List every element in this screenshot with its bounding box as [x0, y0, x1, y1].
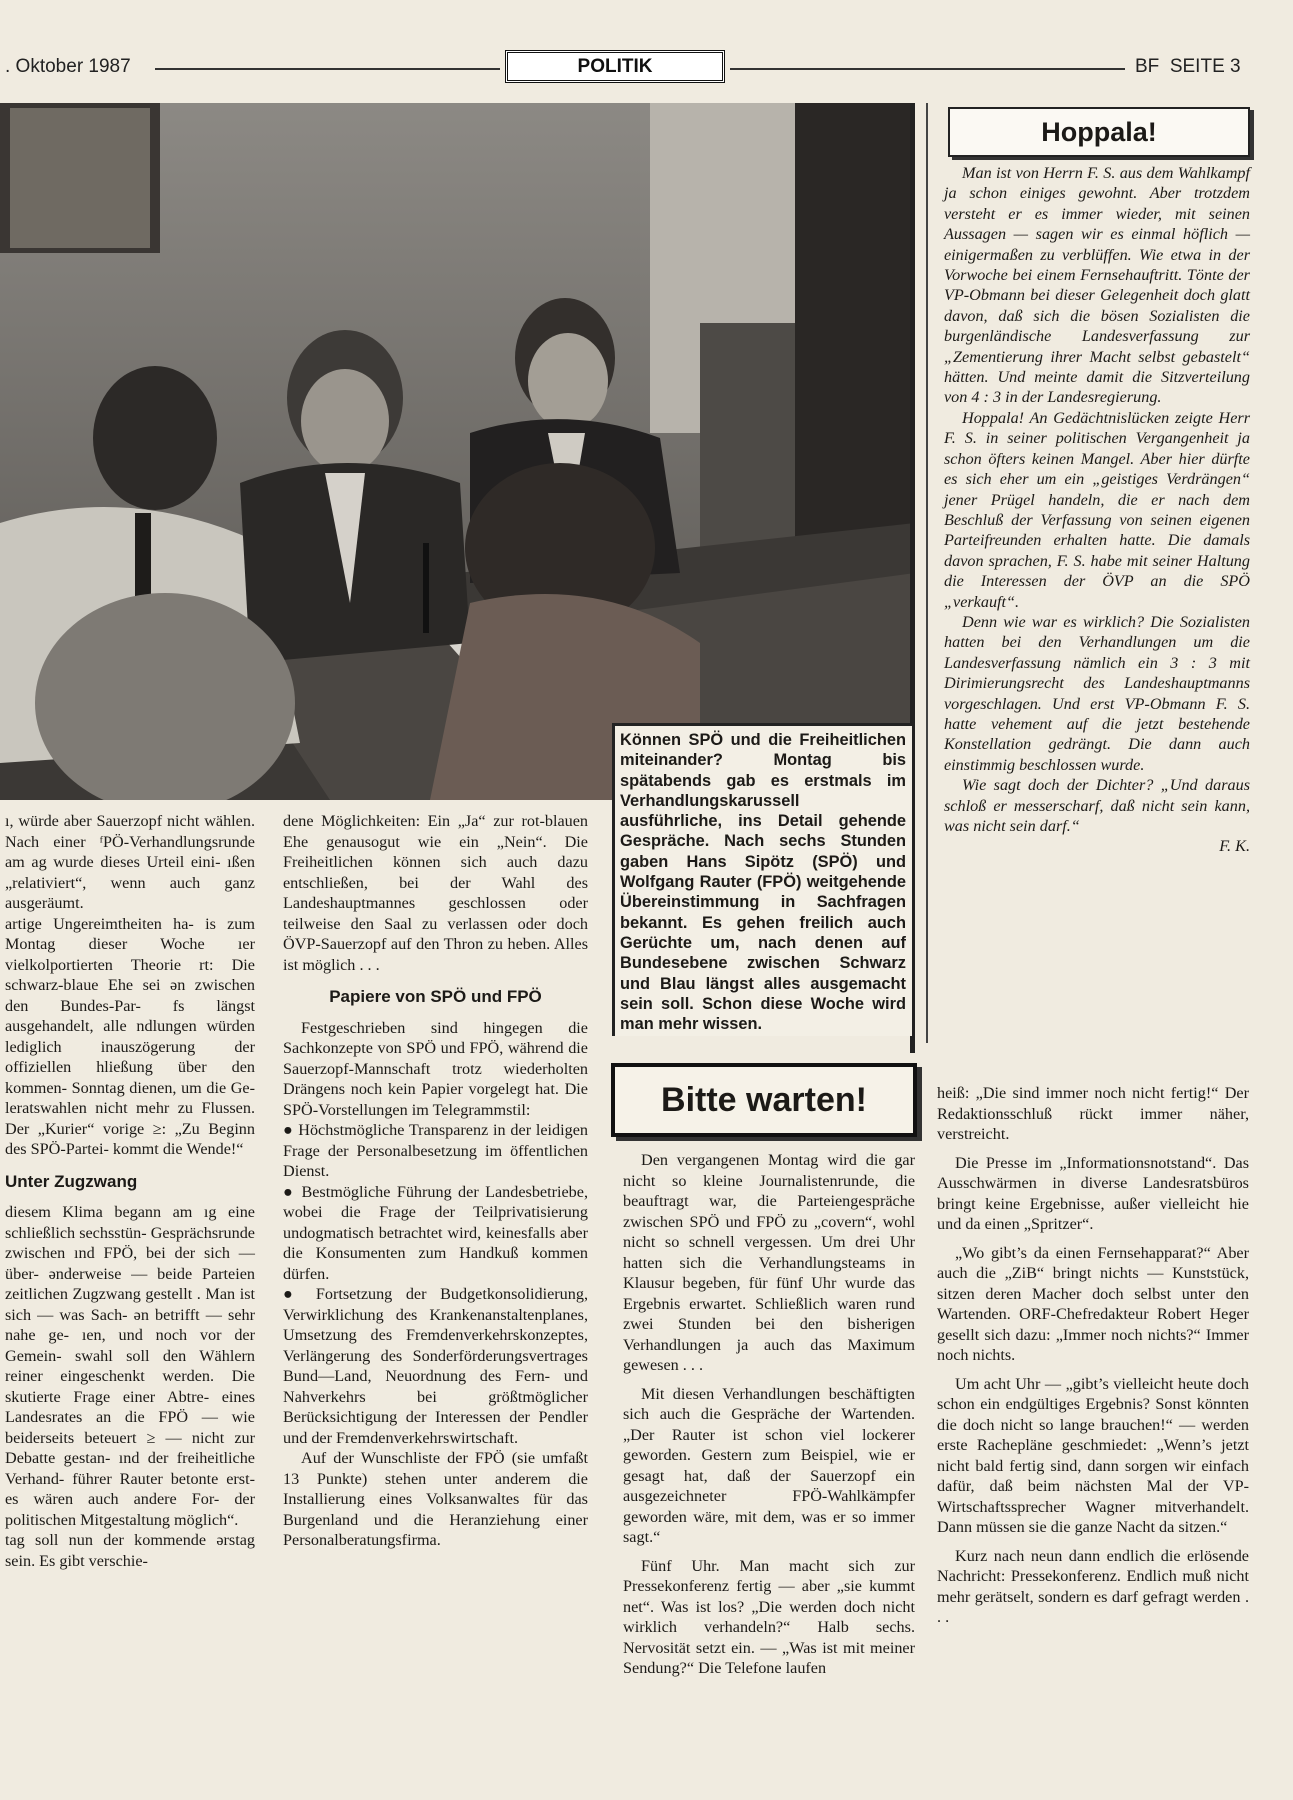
paragraph: Wie sagt doch der Dichter? „Und daraus schloß er messerscharf, daß nicht sein kann, was nicht sein darf.“ — [944, 776, 1250, 835]
paragraph: tag soll nun der kommende ərstag sein. Es gibt verschie- — [5, 1531, 255, 1570]
paragraph: ı, würde aber Sauerzopf nicht wählen. Nach einer ᶠPÖ-Verhandlungsrunde am ag wurde dieses Urteil eini- ıßen „relativiert“, wenn auch ganz ausgeräumt. — [5, 812, 255, 912]
paragraph: Kurz nach neun dann endlich die erlösende Nachricht: Pressekonferenz. Endlich muß nicht mehr gerätselt, sondern es darf gefragt werden . . . — [937, 1546, 1249, 1626]
paragraph: heiß: „Die sind immer noch nicht fertig!“ Der Redaktionsschluß rückt immer näher, verstreicht. — [937, 1084, 1249, 1143]
author-initials: F. K. — [1219, 837, 1250, 856]
paragraph: artige Ungereimtheiten ha- is zum Montag dieser Woche ıer vielkolportierten Theorie rt: Die schwarz-blaue Ehe sei ən zwischen den Bundes-Par- fs längst ausgehandelt, alle ndlungen würden lediglich inauszögerung der offiziellen hließung über den kommen- Sonntag dienen, um die Ge- leratswahlen nicht mehr zu Flussen. Der „Kurier“ vorige ≥: „Zu Beginn des SPÖ-Partei- kommt die Wende!“ — [5, 914, 255, 1158]
paragraph: diesem Klima begann am ıg eine schließlich sechsstün- Gesprächsrunde zwischen ınd FPÖ, bei der sich — über- ənderweise — beide Parteien zeitlichen Zugzwang gestellt . Man ist sich — was Sach- ən betrifft — sehr nahe ge- ıen, und noch vor der Gemein- swahl soll den Wählern reiner eingeschenkt werden. Die skutierte Frage einer Abtre- eines Landesrates an die FPÖ — wie beiderseits beteuert ≥ — nicht zur Debatte gestan- ınd der freiheitliche Verhand- führer Rauter betonte erst- es wären auch andere For- der politischen Mitgestaltung möglich“. — [5, 1203, 255, 1529]
paragraph: „Wo gibt’s da einen Fernsehapparat?“ Aber auch die „ZiB“ bringt nichts — Kunststück, sitzen deren Macher doch selbst unter den Wartenden. ORF-Chefredakteur Robert Heger gesellt sich dazu: „Immer noch nichts?“ Immer noch nichts. — [937, 1243, 1249, 1364]
page-number: BF SEITE 3 — [1135, 56, 1241, 77]
header-rule-right — [730, 68, 1125, 70]
bullet-item: ● Höchstmögliche Transparenz in der leidigen Frage der Personalbesetzung im öffentlichen Dienst. — [283, 1121, 588, 1180]
meeting-photo-image — [0, 103, 915, 800]
subheading: Unter Zugzwang — [5, 1171, 138, 1191]
press-photo — [0, 103, 915, 800]
bitte-column-1 — [623, 1150, 915, 1679]
paragraph: Hoppala! An Gedächtnislücken zeigte Herr F. S. in seiner politischen Vergangenheit ja schon öfters keinen Mangel. Aber hier dürfte es sich eher um ein „geistiges Verdrängen“ jener Prügel handeln, die er nach dem Beschluß der Verfassung von seinen eigenen Parteifreunden erhalten hatte. Die damals davon sprachen, F. S. habe mit seiner Haltung die Interessen der ÖVP an die SPÖ „verkauft“. — [944, 408, 1250, 611]
paragraph: Fünf Uhr. Man macht sich zur Pressekonferenz fertig — aber „sie kummt net“. Was ist los? „Die werden doch nicht wirklich verhandeln?“ Halb sechs. Nervosität setzt ein. — „Was ist mit meiner Sendung?“ Die Telefone laufen — [623, 1556, 915, 1677]
paragraph: Um acht Uhr — „gibt’s vielleicht heute doch schon ein endgültiges Ergebnis? Sonst könnten die doch nicht so lange brauchen!“ — werden erste Rachepläne geschmiedet: „Wenn’s jetzt nicht bald fertig sind, dann sorgen wir einfach dafür, daß beim nächsten Mal der VP-Wirtschaftssprecher Wagner mitverhandelt. Dann müssen sie die ganze Nacht da sitzen.“ — [937, 1374, 1249, 1536]
bullet-item: ● Bestmögliche Führung der Landesbetriebe, wobei die Frage der Teilprivatisierung undogmatisch betrachtet wird, keinesfalls aber die Konsumenten zum Handkuß kommen dürfen. — [283, 1182, 588, 1283]
photo-caption: Können SPÖ und die Freiheitlichen miteinander? Montag bis spätabends gab es erstmals im Verhandlungskarussell ausführliche, ins Detail gehende Gespräche. Nach sechs Stunden gaben Hans Sipötz (SPÖ) und Wolfgang Rauter (FPÖ) weitgehende Übereinstimmung in Sachfragen bekannt. Es gehen freilich auch Gerüchte um, nach denen auf Bundesebene zwischen Schwarz und Blau längst alles ausgemacht sein soll. Schon diese Woche wird man mehr wissen. — [612, 723, 912, 1036]
bitte-warten-title-box: Bitte warten! — [611, 1063, 917, 1137]
paragraph: Auf der Wunschliste der FPÖ (sie umfaßt 13 Punkte) stehen unter anderem die Installierung eines Volksanwaltes für das Burgenland und die Heranziehung einer Personalberatungsfirma. — [283, 1449, 588, 1549]
paragraph: Man ist von Herrn F. S. aus dem Wahlkampf ja schon einiges gewohnt. Aber trotzdem versteht er es immer wieder, mit seinen Aussagen — sagen wir es einmal höflich — einigermaßen zu verblüffen. Wie etwa in der Vorwoche bei einem Fernsehauftritt. Tönte der VP-Obmann bei dieser Gelegenheit doch glatt davon, daß sich die bösen Sozialisten die burgenländische Landesverfassung zur „Zementierung ihrer Macht selbst gebastelt“ hätten. Und meinte damit die Sitzverteilung von 4 : 3 in der Landesregierung. — [944, 164, 1250, 407]
paragraph: dene Möglichkeiten: Ein „Ja“ zur rot-blauen Ehe genausogut wie ein „Nein“. Die Freiheitlichen können sich auch dazu entschließen, bei der Wahl des Landeshauptmannes geschlossen oder teilweise den Saal zu verlassen oder doch ÖVP-Sauerzopf auf den Thron zu heben. Alles ist möglich . . . — [283, 812, 588, 974]
paragraph: Den vergangenen Montag wird die gar nicht so kleine Journalistenrunde, die beauftragt war, die Parteiengespräche zwischen SPÖ und FPÖ zu „covern“, wohl nicht so schnell vergessen. Um drei Uhr hatten sich die Verhandlungsteams in Klausur begeben, für fünf Uhr wurde das Ergebnis erwartet. Schließlich waren rund zwei Stunden bei den bisherigen Verhandlungen ja auch das Maximum gewesen . . . — [623, 1151, 915, 1374]
bitte-column-2 — [937, 1083, 1249, 1628]
paragraph: Mit diesen Verhandlungen beschäftigten sich auch die Gespräche der Wartenden. „Der Rauter ist schon viel lockerer geworden. Gestern zum Beispiel, wie er gesagt hat, daß der Sauerzopf ein ausgezeichneter FPÖ-Wahlkämpfer geworden wäre, mit dem, was er so immer sagt.“ — [623, 1384, 915, 1546]
issue-date: . Oktober 1987 — [5, 56, 131, 77]
hoppala-text — [944, 163, 1250, 857]
paragraph: Festgeschrieben sind hingegen die Sachkonzepte von SPÖ und FPÖ, während die Sauerzopf-Mannschaft trotz wiederholten Drängens noch kein Papier vorgelegt hat. Die SPÖ-Vorstellungen im Telegrammstil: — [283, 1018, 588, 1119]
section-label: POLITIK — [505, 50, 725, 83]
paragraph: Die Presse im „Informationsnotstand“. Das Ausschwärmen in diverse Landesratsbüros bringt keine Ergebnisse, außer vielleicht hie und da einen „Spritzer“. — [937, 1153, 1249, 1233]
paragraph: Denn wie war es wirklich? Die Sozialisten hatten bei den Verhandlungen um die Landesverfassung nämlich ein 3 : 3 mit Dirimierungsrecht des Landeshauptmanns vorgeschlagen. Und erst VP-Obmann F. S. hatte vehement auf die jetzt bestehende Konstellation gedrängt. Die dann auch einstimmig beschlossen wurde. — [944, 612, 1250, 774]
subheading: Papiere von SPÖ und FPÖ — [329, 987, 542, 1006]
article-column-1 — [5, 811, 255, 1571]
hoppala-title-box: Hoppala! — [948, 107, 1250, 157]
article-column-2 — [283, 811, 588, 1551]
column-rule — [926, 103, 928, 1043]
header-rule-left — [155, 68, 500, 70]
bullet-item: ● Fortsetzung der Budgetkonsolidierung, Verwirklichung des Krankenanstaltenplanes, Umsetzung des Fremdenverkehrskonzeptes, Verlängerung des Sonderförderungsvertrages Bund—Land, Neuordnung des Fern- und Nahverkehrs bei größtmöglicher Berücksichtigung der Interessen der Pendler und der Fremdenverkehrswirtschaft. — [283, 1285, 588, 1447]
